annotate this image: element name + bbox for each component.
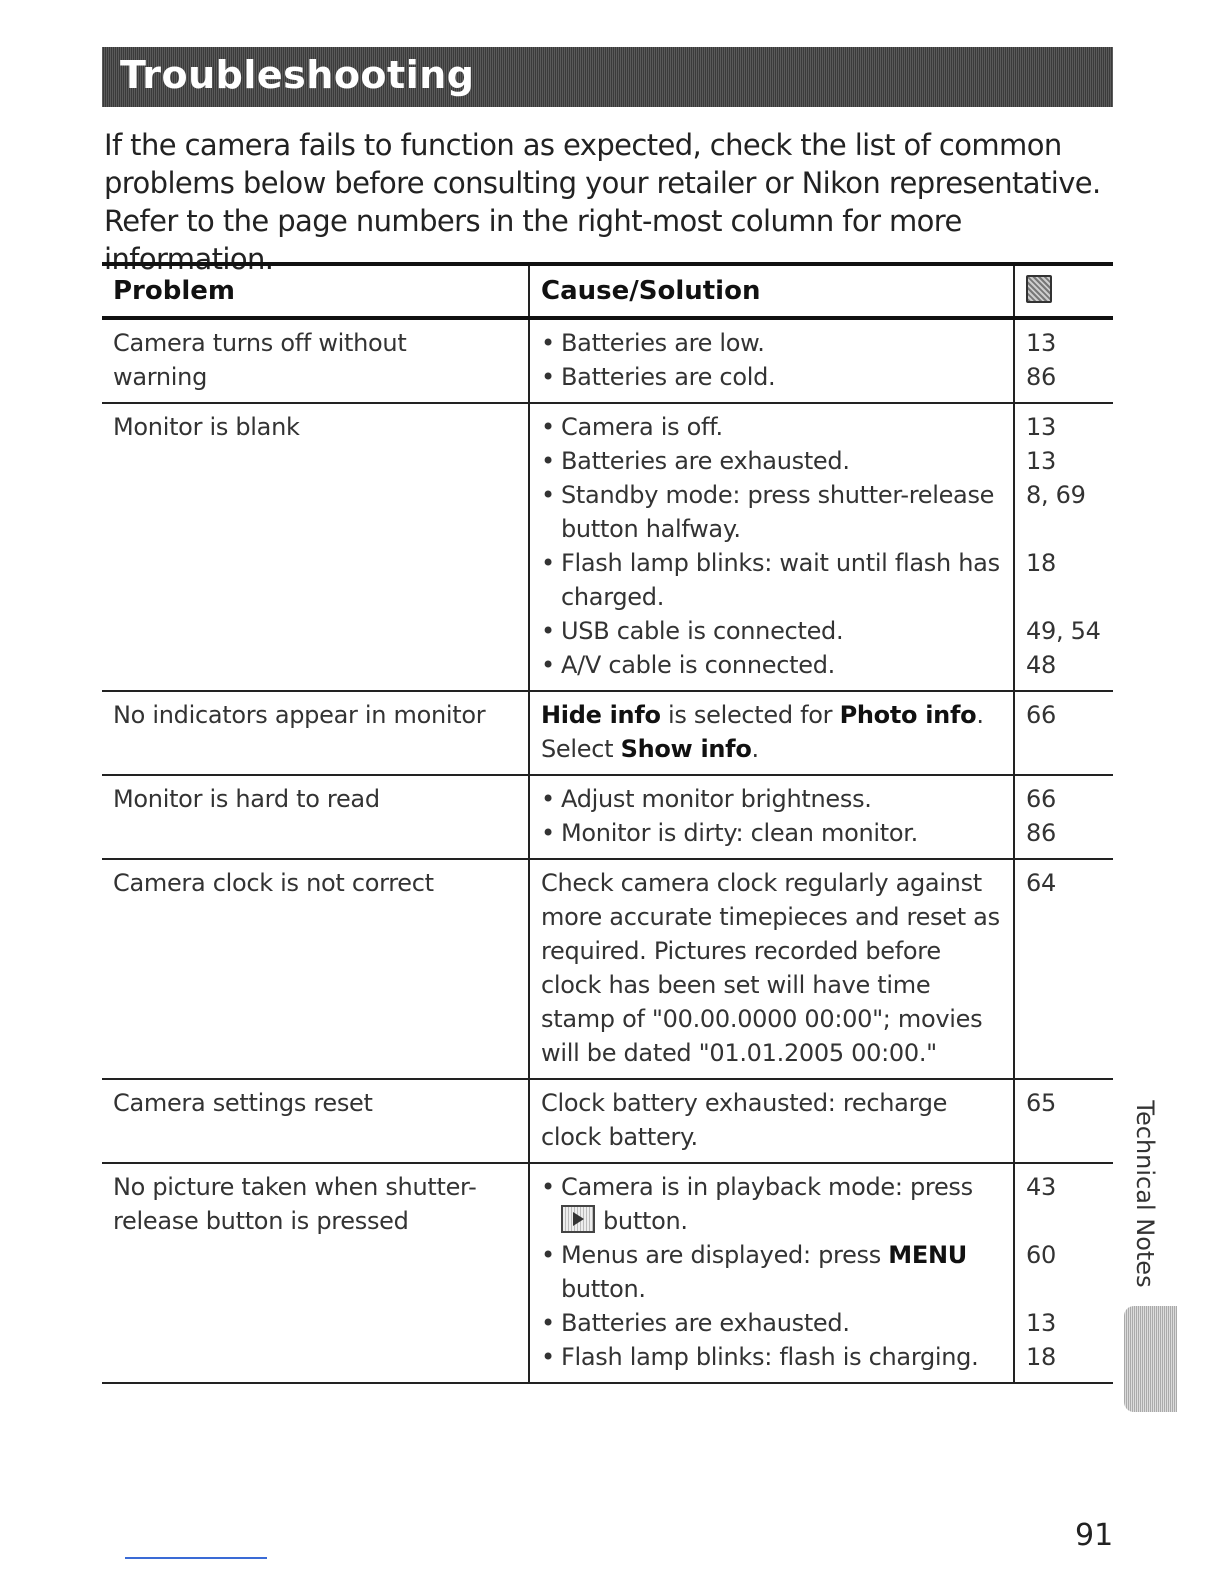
page-ref: 66 — [1026, 785, 1056, 813]
page-ref: 8, 69 — [1026, 481, 1086, 509]
table-row — [102, 859, 1113, 1079]
cause-text: . Select — [541, 701, 991, 763]
page-ref: 48 — [1026, 651, 1056, 679]
table-row — [102, 318, 1113, 403]
problem-cell: Camera settings reset — [102, 1079, 529, 1163]
page-ref: 86 — [1026, 363, 1056, 391]
page-cell — [1014, 775, 1113, 859]
section-side-label — [1125, 1100, 1165, 1290]
cause-cell — [529, 775, 1014, 859]
list-item: • Standby mode: press shutter-release button halfway. — [541, 478, 1003, 546]
table-row — [102, 403, 1113, 691]
header-problem: Problem — [102, 264, 529, 318]
menu-button-label: MENU — [888, 1241, 967, 1269]
photo-info-term: Photo info — [839, 701, 977, 729]
cause-cell — [529, 691, 1014, 775]
page-ref: 65 — [1026, 1089, 1056, 1117]
page-cell — [1014, 1079, 1113, 1163]
page-title: Troubleshooting — [120, 53, 475, 97]
header-cause: Cause/Solution — [529, 264, 1014, 318]
title-banner — [102, 47, 1113, 107]
hide-info-term: Hide info — [541, 701, 661, 729]
problem-cell: Camera clock is not correct — [102, 859, 529, 1079]
divider — [125, 1557, 267, 1559]
problem-cell: Monitor is hard to read — [102, 775, 529, 859]
list-item: • A/V cable is connected. — [541, 648, 1003, 682]
list-item: • Flash lamp blinks: flash is charging. — [541, 1340, 1003, 1374]
list-text: Camera is in playback mode: press — [561, 1173, 973, 1201]
page-ref: 13 — [1026, 329, 1056, 357]
intro-paragraph: If the camera fails to function as expected, check the list of common problems below before consulting your retailer or Nikon representative. Refer to the page numbers in the right-most column for more information. — [104, 128, 1101, 276]
section-label-text: Technical Notes — [1131, 1100, 1159, 1288]
cause-text: is selected for — [660, 701, 840, 729]
table-row — [102, 775, 1113, 859]
page-number: 91 — [1075, 1518, 1114, 1553]
list-item: • Adjust monitor brightness. — [541, 782, 1003, 816]
page-ref: 60 — [1026, 1241, 1056, 1269]
page-cell — [1014, 1163, 1113, 1383]
cause-cell: Check camera clock regularly against more accurate timepieces and reset as required. Pictures recorded before clock has been set will have time stamp of "00.00.0000 00:00"; movies will be dated "01.01.2005 00:00." — [529, 859, 1014, 1079]
list-item: • Batteries are exhausted. — [541, 1306, 1003, 1340]
page-cell — [1014, 691, 1113, 775]
cause-cell — [529, 318, 1014, 403]
list-item — [541, 1170, 1003, 1238]
problem-cell: No indicators appear in monitor — [102, 691, 529, 775]
page-cell — [1014, 859, 1113, 1079]
table-row — [102, 1163, 1113, 1383]
list-item: • Batteries are low. — [541, 326, 1003, 360]
list-text: button. — [561, 1275, 646, 1303]
playback-button-icon — [561, 1205, 595, 1233]
cause-cell — [529, 403, 1014, 691]
list-item: • Batteries are cold. — [541, 360, 1003, 394]
table-row — [102, 691, 1113, 775]
section-tab — [1124, 1306, 1177, 1412]
table-header-row — [102, 264, 1113, 318]
page-cell — [1014, 318, 1113, 403]
table-row — [102, 1079, 1113, 1163]
show-info-term: Show info — [620, 735, 752, 763]
page-ref: 49, 54 — [1026, 617, 1101, 645]
cause-cell: Clock battery exhausted: recharge clock battery. — [529, 1079, 1014, 1163]
problem-cell: Monitor is blank — [102, 403, 529, 691]
header-page — [1014, 264, 1113, 318]
page-ref: 13 — [1026, 447, 1056, 475]
problem-cell: No picture taken when shutter-release button is pressed — [102, 1163, 529, 1383]
page-ref: 64 — [1026, 869, 1056, 897]
cause-text: . — [751, 735, 759, 763]
list-item: • Camera is off. — [541, 410, 1003, 444]
cause-cell — [529, 1163, 1014, 1383]
page-ref: 18 — [1026, 1343, 1056, 1371]
page-ref: 13 — [1026, 413, 1056, 441]
list-text: button. — [603, 1207, 688, 1235]
page-ref: 86 — [1026, 819, 1056, 847]
troubleshooting-table — [102, 262, 1113, 1384]
list-text: Menus are displayed: press — [561, 1241, 889, 1269]
list-item: • Batteries are exhausted. — [541, 444, 1003, 478]
page-cell — [1014, 403, 1113, 691]
page-ref: 13 — [1026, 1309, 1056, 1337]
page-ref: 18 — [1026, 549, 1056, 577]
list-item: • Monitor is dirty: clean monitor. — [541, 816, 1003, 850]
page-ref: 43 — [1026, 1173, 1056, 1201]
list-item: • USB cable is connected. — [541, 614, 1003, 648]
page-ref: 66 — [1026, 701, 1056, 729]
problem-cell: Camera turns off without warning — [102, 318, 529, 403]
list-item — [541, 1238, 1003, 1306]
list-item: • Flash lamp blinks: wait until flash has charged. — [541, 546, 1003, 614]
book-icon — [1026, 275, 1052, 303]
